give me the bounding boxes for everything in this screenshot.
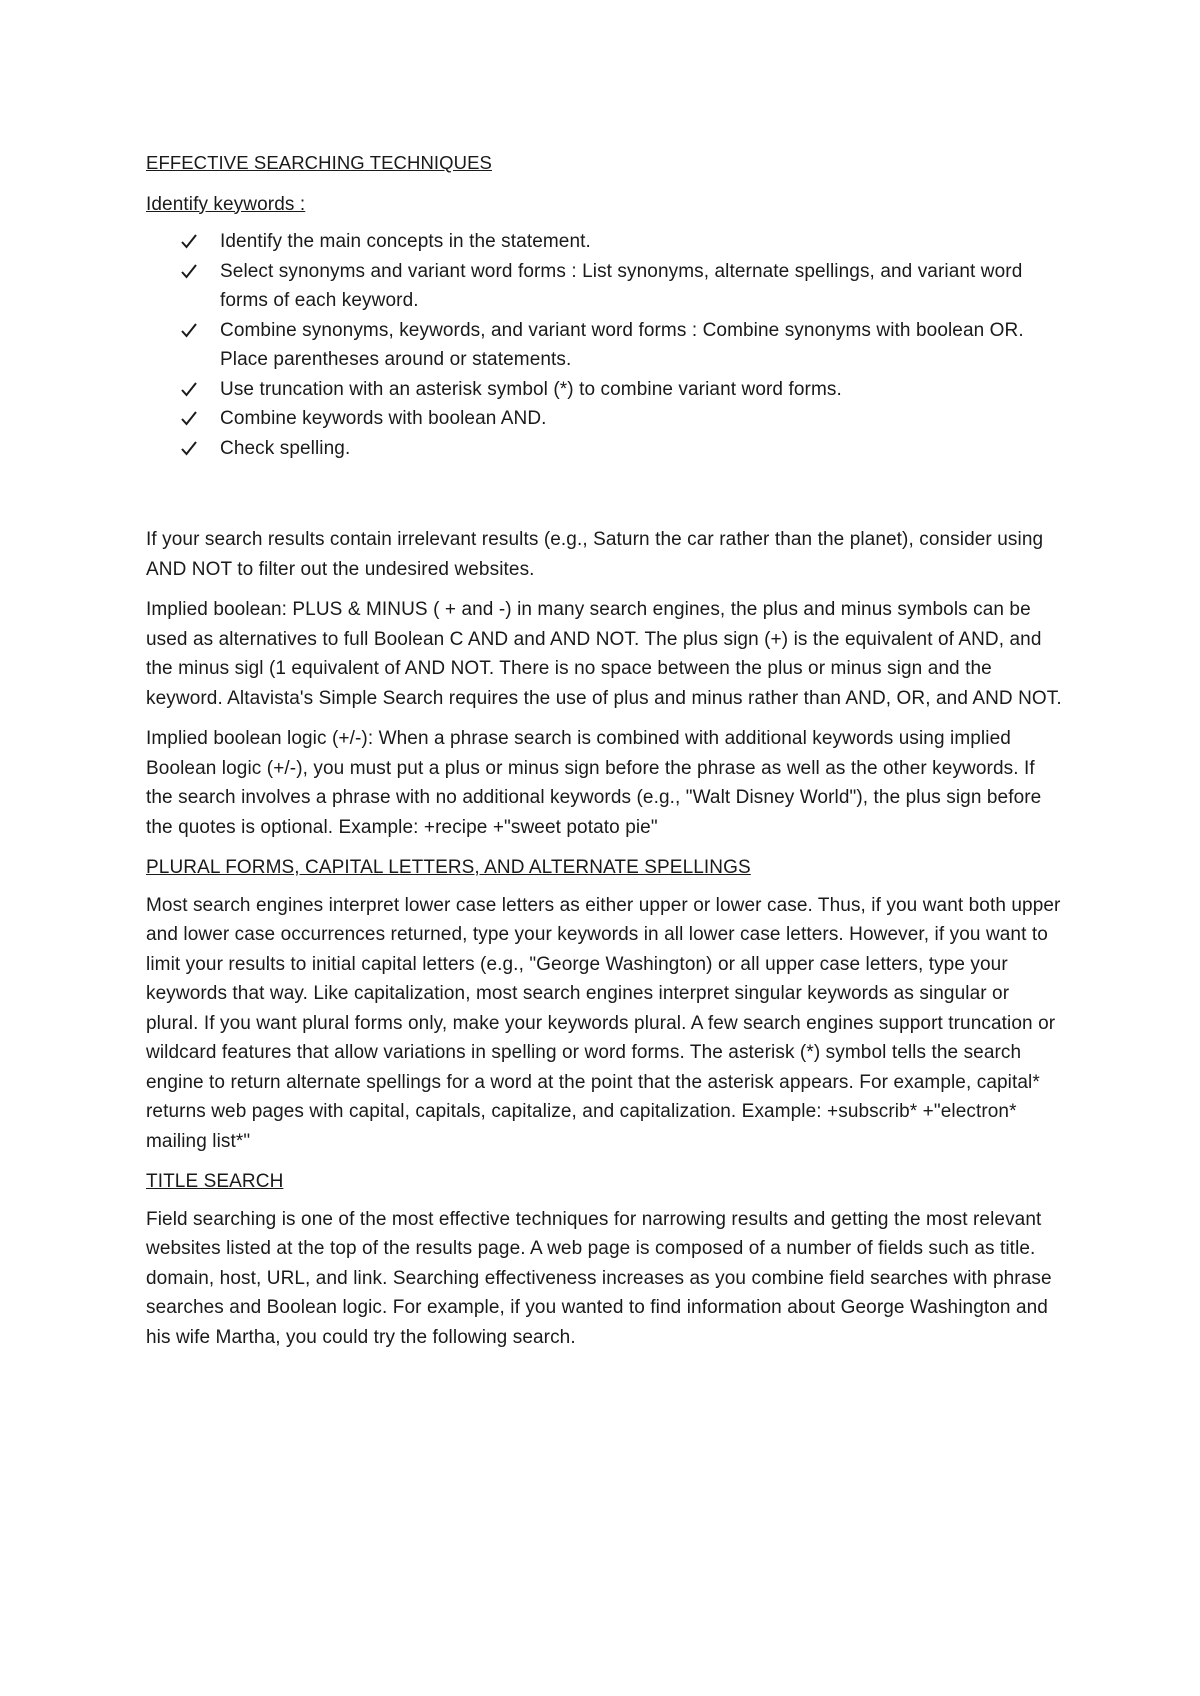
- checkmark-icon: [181, 404, 199, 433]
- list-item: [146, 375, 1066, 405]
- paragraph-plural-forms: Most search engines interpret lower case letters as either upper or lower case. Thus, if you want both upper and lower case occurrences returned, type your keywords in all lower case letters. However, if you want to limit your results to initial capital letters (e.g., "George Washington) or all upper case letters, type your keywords that way. Like capitalization, most search engines interpret singular keywords as singular or plural. If you want plural forms only, make your keywords plural. A few search engines support truncation or wildcard features that allow variations in spelling or word forms. The asterisk (*) symbol tells the search engine to return alternate spellings for a word at the point that the asterisk appears. For example, capital* returns web pages with capital, capitals, capitalize, and capitalization. Example: +subscrib* +"electron* mailing list*": [146, 894, 1061, 1152]
- plural-forms-heading: PLURAL FORMS, CAPITAL LETTERS, AND ALTERNATE SPELLINGS: [146, 857, 751, 878]
- checkmark-icon: [181, 227, 199, 256]
- list-item: [146, 227, 1066, 257]
- paragraph-title-search: Field searching is one of the most effective techniques for narrowing results and getting the most relevant websites listed at the top of the results page. A web page is composed of a number of fields such as title. domain, host, URL, and link. Searching effectiveness increases as you combine field searches with phrase searches and Boolean logic. For example, if you wanted to find information about George Washington and his wife Martha, you could try the following search.: [146, 1208, 1052, 1348]
- list-item: [146, 257, 1066, 316]
- list-item: [146, 316, 1066, 375]
- list-item-text: Select synonyms and variant word forms : List synonyms, alternate spellings, and variant word forms of each keyword.: [220, 260, 1023, 311]
- checkmark-icon: [181, 434, 199, 463]
- checkmark-icon: [181, 316, 199, 345]
- paragraph-implied-boolean-logic: Implied boolean logic (+/-): When a phrase search is combined with additional keywords using implied Boolean logic (+/-), you must put a plus or minus sign before the phrase as well as the other keywords. If the search involves a phrase with no additional keywords (e.g., "Walt Disney World"), the plus sign before the quotes is optional. Example: +recipe +"sweet potato pie": [146, 728, 1042, 838]
- spacer: [146, 463, 1066, 525]
- title-search-heading: TITLE SEARCH: [146, 1171, 284, 1192]
- identify-keywords-heading: Identify keywords :: [146, 193, 306, 215]
- paragraph-and-not: If your search results contain irrelevant results (e.g., Saturn the car rather than the planet), consider using AND NOT to filter out the undesired websites.: [146, 529, 1044, 580]
- list-item-text: Identify the main concepts in the statement.: [220, 231, 591, 252]
- list-item: [146, 404, 1066, 434]
- document-page: [146, 148, 1066, 1363]
- list-item-text: Use truncation with an asterisk symbol (*) to combine variant word forms.: [220, 378, 842, 400]
- checkmark-icon: [181, 257, 199, 286]
- list-item-text: Check spelling.: [220, 437, 351, 459]
- list-item-text: Combine synonyms, keywords, and variant word forms : Combine synonyms with boolean OR. Place parentheses around or statements.: [220, 319, 1024, 370]
- checkmark-icon: [181, 375, 199, 404]
- list-item: [146, 434, 1066, 464]
- keyword-checklist: [146, 227, 1066, 463]
- document-title: EFFECTIVE SEARCHING TECHNIQUES: [146, 152, 492, 173]
- list-item-text: Combine keywords with boolean AND.: [220, 408, 547, 429]
- paragraph-implied-boolean: Implied boolean: PLUS & MINUS ( + and -) in many search engines, the plus and minus symbols can be used as alternatives to full Boolean C AND and AND NOT. The plus sign (+) is the equivalent of AND, and the minus sigl (1 equivalent of AND NOT. There is no space between the plus or minus sign and the keyword. Altavista's Simple Search requires the use of plus and minus rather than AND, OR, and AND NOT.: [146, 599, 1062, 709]
